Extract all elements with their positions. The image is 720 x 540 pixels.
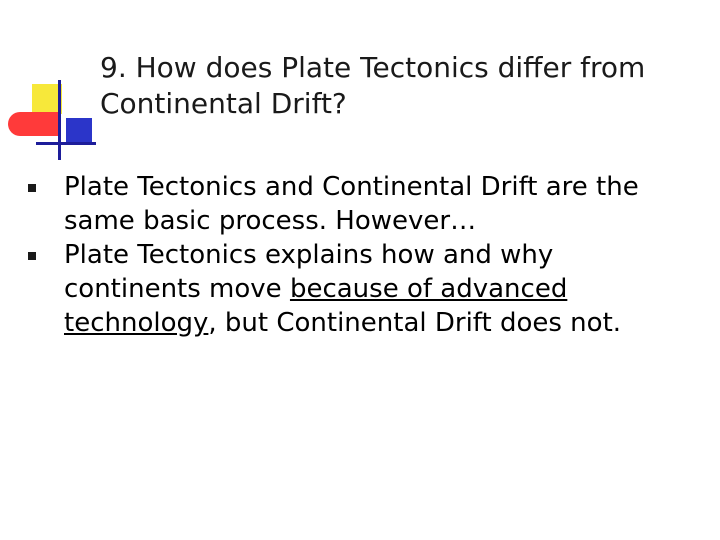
vertical-line [58, 80, 61, 160]
bullet-item [28, 170, 688, 238]
square-bullet-icon [28, 184, 36, 192]
bullet-text: Plate Tectonics and Continental Drift are the same basic process. However… [64, 172, 639, 236]
bullet-underlined-text: because of advanced technology [64, 274, 568, 338]
blue-square [66, 118, 92, 144]
bullet-text-before: Plate Tectonics explains how and why continents move [64, 240, 554, 304]
square-bullet-icon [28, 252, 36, 260]
bullet-list [28, 170, 688, 340]
horizontal-line [36, 142, 96, 145]
slide-title: 9. How does Plate Tectonics differ from Continental Drift? [100, 51, 646, 120]
red-shape [8, 112, 58, 136]
bullet-item [28, 238, 688, 340]
bullet-text-after: , but Continental Drift does not. [208, 308, 622, 338]
corner-decoration [0, 0, 100, 170]
